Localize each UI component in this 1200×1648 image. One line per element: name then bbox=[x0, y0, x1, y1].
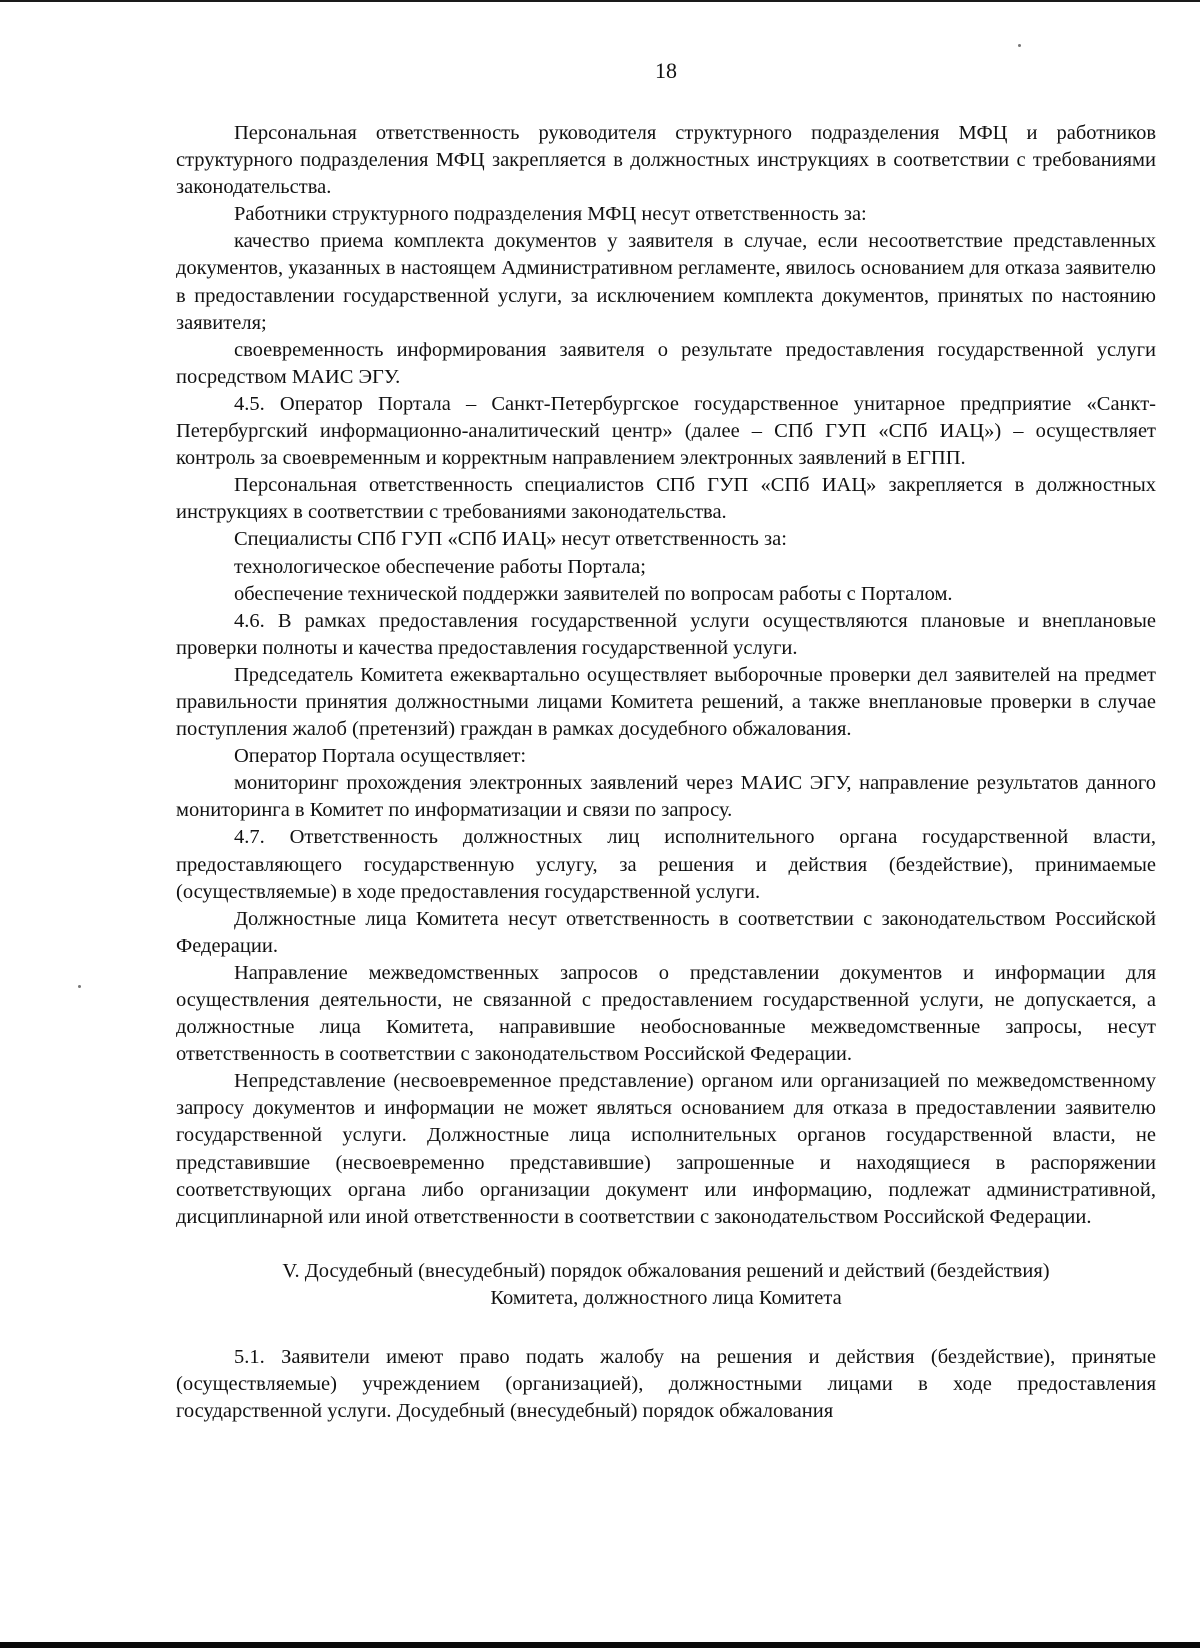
paragraph: Оператор Портала осуществляет: bbox=[234, 745, 527, 768]
scan-speck bbox=[78, 985, 81, 988]
body-text-after bbox=[176, 1344, 1156, 1425]
paragraph: мониторинг прохождения электронных заявлений через МАИС ЭГУ, направление результатов данного мониторинга в Комитет по информатизации и связи по запросу. bbox=[176, 772, 1156, 822]
paragraph: 5.1. Заявители имеют право подать жалобу на решения и действия (бездействие), принятые (осуществляемые) учреждением (организацией), должностными лицами в ходе предоставления государственной услуги. Досудебный (внесудебный) порядок обжалования bbox=[176, 1346, 1156, 1423]
paragraph: Работники структурного подразделения МФЦ несут ответственность за: bbox=[234, 203, 867, 226]
paragraph: 4.6. В рамках предоставления государственной услуги осуществляются плановые и внеплановые проверки полноты и качества предоставления государственной услуги. bbox=[176, 609, 1156, 659]
paragraph: Непредставление (несвоевременное представление) органом или организацией по межведомственному запросу документов и информации не может являться основанием для отказа в предоставлении заявителю государственной услуги. Должностные лица исполнительных органов государственной власти, не представившие (несвоевременно представившие) запрошенные и находящиеся в распоряжении соответствующих органа либо организации документ или информацию, подлежат административной, дисциплинарной или иной ответственности в соответствии с законодательством Российской Федерации. bbox=[176, 1070, 1156, 1228]
paragraph: обеспечение технической поддержки заявителей по вопросам работы с Порталом. bbox=[234, 582, 953, 605]
section-heading-line-1: V. Досудебный (внесудебный) порядок обжалования решений и действий (бездействия) bbox=[282, 1259, 1050, 1282]
scan-bottom-edge bbox=[0, 1642, 1200, 1648]
body-text-before bbox=[176, 120, 1156, 1231]
paragraph: Персональная ответственность специалистов СПб ГУП «СПб ИАЦ» закрепляется в должностных инструкциях в соответствии с требованиями законодательства. bbox=[176, 474, 1156, 524]
section-heading-line-2: Комитета, должностного лица Комитета bbox=[490, 1286, 842, 1309]
section-heading bbox=[176, 1258, 1156, 1312]
paragraph: Направление межведомственных запросов о представлении документов и информации для осуществления деятельности, не связанной с предоставлением государственной услуги, не допускается, а должностные лица Комитета, направившие необоснованные межведомственные запросы, несут ответственность в соответствии с законодательством Российской Федерации. bbox=[176, 961, 1156, 1066]
paragraph: Председатель Комитета ежеквартально осуществляет выборочные проверки дел заявителей на предмет правильности принятия должностными лицами Комитета решений, а также внеплановые проверки в случае поступления жалоб (претензий) граждан в рамках досудебного обжалования. bbox=[176, 663, 1156, 741]
paragraph: Персональная ответственность руководителя структурного подразделения МФЦ и работников структурного подразделения МФЦ закрепляется в должностных инструкциях в соответствии с требованиями законодательства. bbox=[176, 122, 1156, 199]
scan-top-edge bbox=[0, 0, 1200, 2]
document-page bbox=[176, 56, 1156, 1425]
paragraph: своевременность информирования заявителя о результате предоставления государственной услуги посредством МАИС ЭГУ. bbox=[176, 338, 1156, 388]
paragraph: качество приема комплекта документов у заявителя в случае, если несоответствие представленных документов, указанных в настоящем Административном регламенте, явилось основанием для отказа заявителю в предоставлении государственной услуги, за исключением комплекта документов, принятых по настоянию заявителя; bbox=[176, 230, 1156, 334]
scan-speck bbox=[1018, 44, 1021, 47]
paragraph: Должностные лица Комитета несут ответственность в соответствии с законодательством Российской Федерации. bbox=[176, 907, 1156, 957]
paragraph: технологическое обеспечение работы Портала; bbox=[234, 555, 646, 578]
page-number: 18 bbox=[655, 58, 677, 83]
paragraph: Специалисты СПб ГУП «СПб ИАЦ» несут ответственность за: bbox=[234, 528, 787, 551]
paragraph: 4.7. Ответственность должностных лиц исполнительного органа государственной власти, предоставляющего государственную услугу, за решения и действия (бездействие), принимаемые (осуществляемые) в ходе предоставления государственной услуги. bbox=[176, 826, 1156, 903]
paragraph: 4.5. Оператор Портала – Санкт-Петербургское государственное унитарное предприятие «Санкт-Петербургский информационно-аналитический центр» (далее – СПб ГУП «СПб ИАЦ») – осуществляет контроль за своевременным и корректным направлением электронных заявлений в ЕГПП. bbox=[176, 392, 1156, 470]
